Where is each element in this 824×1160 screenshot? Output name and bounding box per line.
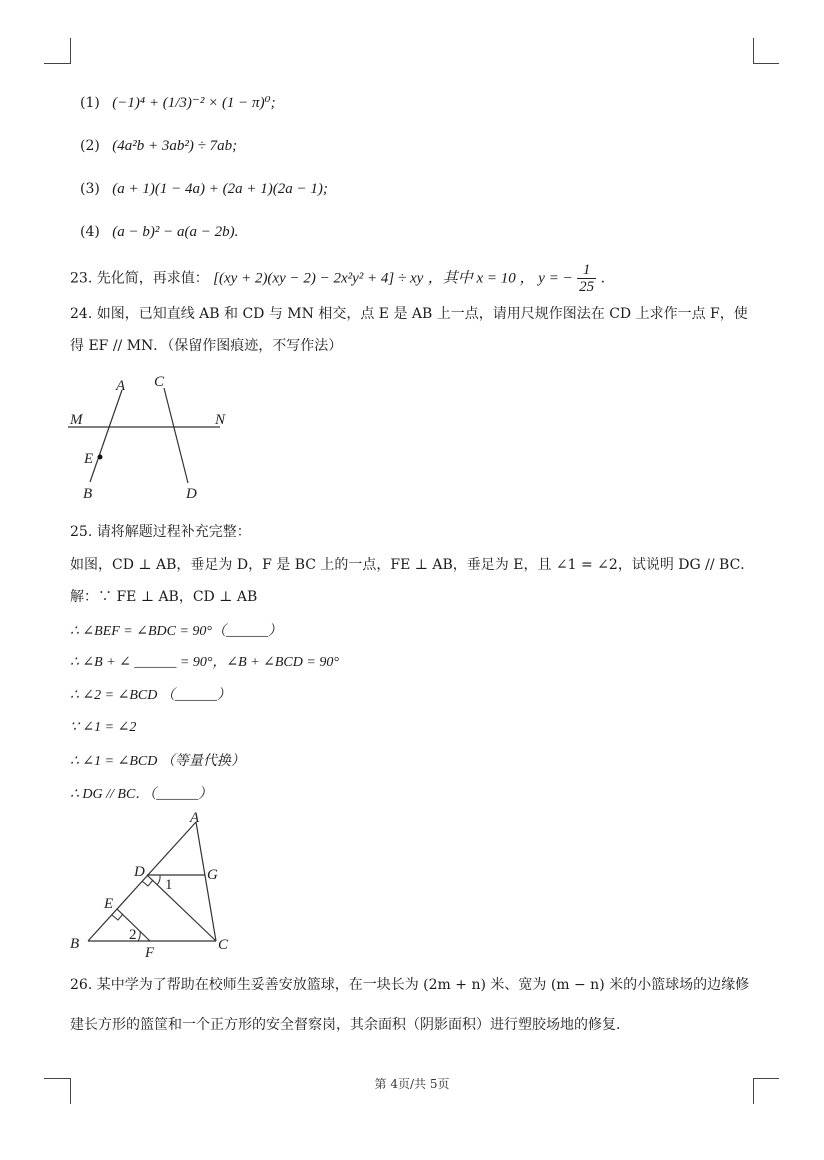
q25-line7: ∴ ∠1 = ∠BCD （等量代换） xyxy=(70,754,245,769)
right-angle-e xyxy=(112,914,123,920)
point-e xyxy=(98,455,103,460)
page-footer: 第 4页/共 5页 xyxy=(374,1077,450,1091)
q25-figure xyxy=(60,808,250,958)
crop-mark-top-left-h xyxy=(44,63,70,64)
q26-line1: 26. 某中学为了帮助在校师生妥善安放篮球，在一块长为 (2m + n) 米、宽为 (m − n) 米的小篮球场的边缘修 xyxy=(70,977,750,993)
q23-end: . xyxy=(600,270,606,287)
label-g: G xyxy=(207,867,218,883)
q25-line5: ∴ ∠2 = ∠BCD （______） xyxy=(70,688,231,703)
q24-line2: 得 EF // MN．（保留作图痕迹，不写作法） xyxy=(70,338,343,354)
q25-line2: 解：∵ FE ⊥ AB，CD ⊥ AB xyxy=(70,589,258,605)
q24-line1: 24. 如图，已知直线 AB 和 CD 与 MN 相交，点 E 是 AB 上一点，请用尺规作图法在 CD 上求作一点 F，使 xyxy=(70,306,748,322)
math-expression: (−1)⁴ + (1/3)⁻² × (1 − π)⁰; xyxy=(112,95,276,111)
label-f: F xyxy=(145,945,155,958)
line-ab xyxy=(90,390,122,482)
label-m: M xyxy=(70,412,83,428)
problem-label: (4) xyxy=(80,224,100,240)
q25-title: 25. 请将解题过程补充完整： xyxy=(70,524,251,540)
label-e: E xyxy=(104,896,114,912)
math-expression: (4a²b + 3ab²) ÷ 7ab; xyxy=(112,138,238,154)
right-angle-d xyxy=(142,880,153,886)
label-2: 2 xyxy=(129,927,137,943)
label-d: D xyxy=(134,864,145,880)
crop-mark-top-left-v xyxy=(70,38,71,64)
label-c: C xyxy=(154,374,165,390)
q25-line6: ∵ ∠1 = ∠2 xyxy=(70,720,137,735)
problem-22-2 xyxy=(80,136,237,156)
label-a: A xyxy=(116,378,126,394)
q25-line3: ∴ ∠BEF = ∠BDC = 90°（______） xyxy=(70,624,283,639)
label-b: B xyxy=(83,486,93,502)
problem-label: (2) xyxy=(80,138,100,154)
q26-line2: 建长方形的篮筐和一个正方形的安全督察岗，其余面积（阴影面积）进行塑胶场地的修复. xyxy=(70,1017,621,1033)
angle-1-arc xyxy=(157,875,160,885)
q23-frac-num: 1 xyxy=(577,262,596,279)
line-cd xyxy=(164,388,188,483)
q23-frac-den: 25 xyxy=(579,279,595,295)
math-expression: (a − b)² − a(a − 2b). xyxy=(112,224,239,240)
label-c: C xyxy=(218,937,229,953)
q24-figure xyxy=(60,370,250,505)
label-a: A xyxy=(190,810,200,826)
angle-2-arc xyxy=(138,931,140,941)
q25-line1: 如图，CD ⊥ AB，垂足为 D，F 是 BC 上的一点，FE ⊥ AB，垂足为 E，且 ∠1 = ∠2，试说明 DG // BC． xyxy=(70,557,755,573)
problem-22-1 xyxy=(80,93,276,113)
question-23 xyxy=(70,262,605,295)
problem-label: (3) xyxy=(80,181,100,197)
label-d: D xyxy=(186,486,197,502)
crop-mark-top-right-v xyxy=(753,38,754,64)
label-1: 1 xyxy=(165,877,173,893)
label-b: B xyxy=(70,936,80,952)
problem-22-4 xyxy=(80,222,238,242)
q25-line4: ∴ ∠B + ∠ ______ = 90°，∠B + ∠BCD = 90° xyxy=(70,655,339,670)
q23-condition: ，其中 x = 10 ， y = − xyxy=(427,270,573,287)
crop-mark-top-right-h xyxy=(753,63,779,64)
q23-expression: [(xy + 2)(xy − 2) − 2x²y² + 4] ÷ xy xyxy=(213,270,424,287)
label-e: E xyxy=(84,451,94,467)
label-n: N xyxy=(215,412,226,428)
problem-label: (1) xyxy=(80,95,100,111)
q23-fraction xyxy=(577,262,596,295)
q25-line8: ∴ DG // BC．（______） xyxy=(70,787,213,802)
q23-text: 23. 先化简，再求值： xyxy=(70,270,209,287)
math-expression: (a + 1)(1 − 4a) + (2a + 1)(2a − 1); xyxy=(112,181,328,197)
problem-22-3 xyxy=(80,179,328,199)
